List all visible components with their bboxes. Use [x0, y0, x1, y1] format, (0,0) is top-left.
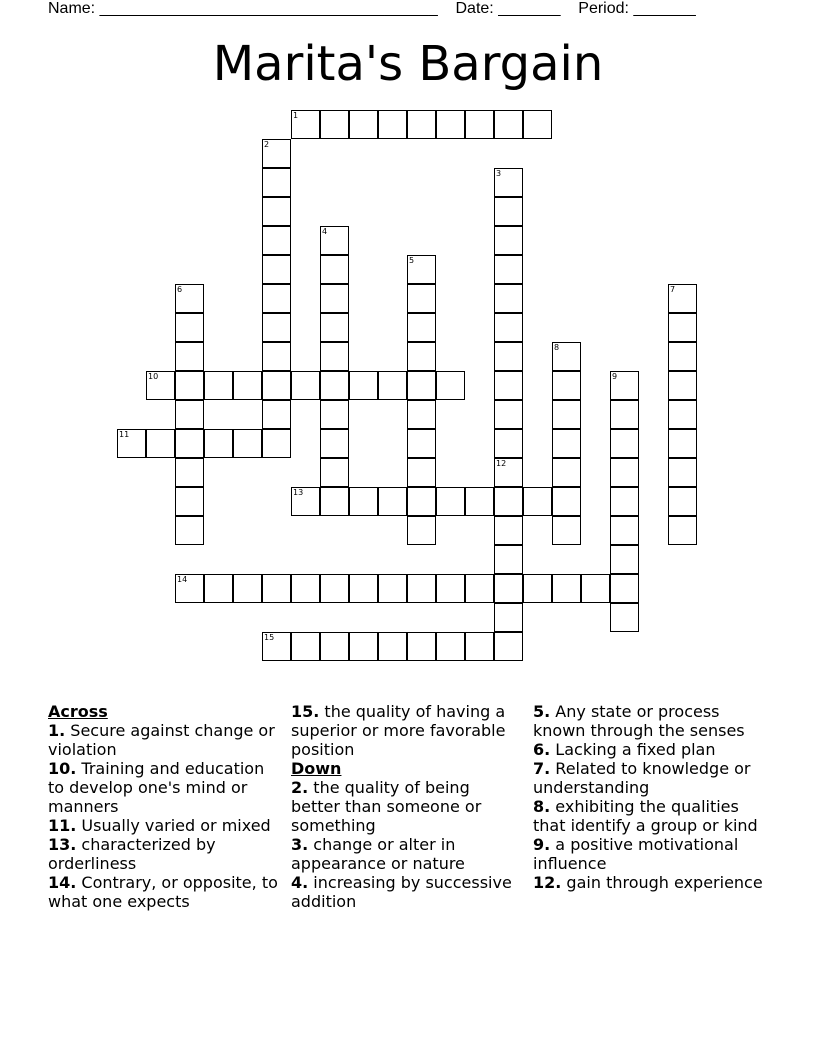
grid-cell[interactable]: [552, 400, 581, 429]
grid-cell[interactable]: [175, 574, 204, 603]
across-clue-list-continued: [291, 702, 523, 759]
clue-item-text: Related to knowledge or understanding: [533, 759, 751, 797]
clue-item-text: the quality of being better than someone or something: [291, 778, 482, 835]
clue-item-text: exhibiting the qualities that identify a group or kind: [533, 797, 758, 835]
grid-cell[interactable]: [291, 110, 320, 139]
grid-cell[interactable]: [494, 168, 523, 197]
grid-cell[interactable]: [262, 255, 291, 284]
clue-item-number: 8.: [533, 797, 551, 816]
grid-cell[interactable]: [494, 371, 523, 400]
grid-cell[interactable]: [320, 110, 349, 139]
clue-number: 15: [264, 633, 275, 642]
grid-cell[interactable]: [407, 632, 436, 661]
grid-cell[interactable]: [262, 371, 291, 400]
clue-item-number: 14.: [48, 873, 77, 892]
clue-item-number: 3.: [291, 835, 309, 854]
grid-cell[interactable]: [668, 400, 697, 429]
grid-cell[interactable]: [552, 342, 581, 371]
clue-item: [291, 835, 523, 873]
clue-item-text: gain through experience: [561, 873, 763, 892]
across-clue-list: [48, 721, 280, 911]
grid-cell[interactable]: [465, 110, 494, 139]
grid-cell[interactable]: [378, 371, 407, 400]
grid-cell[interactable]: [407, 429, 436, 458]
clue-number: 8: [554, 343, 560, 352]
clue-item-number: 11.: [48, 816, 77, 835]
clue-number: 9: [612, 372, 618, 381]
clue-item-number: 15.: [291, 702, 320, 721]
grid-cell[interactable]: [320, 255, 349, 284]
grid-cell[interactable]: [436, 110, 465, 139]
grid-cell[interactable]: [320, 226, 349, 255]
clue-number: 2: [264, 140, 270, 149]
clue-item-text: characterized by orderliness: [48, 835, 216, 873]
grid-cell[interactable]: [407, 255, 436, 284]
grid-cell[interactable]: [320, 284, 349, 313]
grid-cell[interactable]: [233, 371, 262, 400]
grid-cell[interactable]: [320, 429, 349, 458]
grid-cell[interactable]: [436, 487, 465, 516]
grid-cell[interactable]: [668, 458, 697, 487]
grid-cell[interactable]: [262, 429, 291, 458]
grid-cell[interactable]: [610, 516, 639, 545]
grid-cell[interactable]: [175, 400, 204, 429]
grid-cell[interactable]: [262, 226, 291, 255]
grid-cell[interactable]: [233, 574, 262, 603]
clue-item-number: 7.: [533, 759, 551, 778]
clue-item-text: Lacking a fixed plan: [550, 740, 716, 759]
clue-item: [533, 759, 768, 797]
clue-item-text: a positive motivational influence: [533, 835, 739, 873]
grid-cell[interactable]: [552, 516, 581, 545]
clue-number: 3: [496, 169, 502, 178]
grid-cell[interactable]: [320, 400, 349, 429]
grid-cell[interactable]: [610, 487, 639, 516]
grid-cell[interactable]: [320, 632, 349, 661]
clue-item: [48, 759, 280, 816]
name-blank[interactable]: ______________________________________: [99, 0, 438, 17]
grid-cell[interactable]: [262, 284, 291, 313]
grid-cell[interactable]: [291, 632, 320, 661]
clue-number: 12: [496, 459, 507, 468]
grid-cell[interactable]: [175, 516, 204, 545]
grid-cell[interactable]: [262, 313, 291, 342]
grid-cell[interactable]: [668, 487, 697, 516]
grid-cell[interactable]: [494, 545, 523, 574]
clue-item: [533, 740, 768, 759]
clue-item-number: 13.: [48, 835, 77, 854]
grid-cell[interactable]: [494, 458, 523, 487]
grid-cell[interactable]: [175, 284, 204, 313]
clue-item: [291, 873, 523, 911]
grid-cell[interactable]: [320, 342, 349, 371]
grid-cell[interactable]: [668, 516, 697, 545]
grid-cell[interactable]: [668, 284, 697, 313]
grid-cell[interactable]: [610, 400, 639, 429]
grid-cell[interactable]: [262, 342, 291, 371]
clue-item: [533, 835, 768, 873]
grid-cell[interactable]: [262, 574, 291, 603]
clue-number: 7: [670, 285, 676, 294]
puzzle-title: Marita's Bargain: [212, 36, 604, 92]
grid-cell[interactable]: [436, 371, 465, 400]
grid-cell[interactable]: [552, 371, 581, 400]
grid-cell[interactable]: [117, 429, 146, 458]
grid-cell[interactable]: [407, 342, 436, 371]
grid-cell[interactable]: [494, 574, 523, 603]
grid-cell[interactable]: [320, 313, 349, 342]
clue-number: 6: [177, 285, 183, 294]
grid-cell[interactable]: [523, 487, 552, 516]
grid-cell[interactable]: [494, 110, 523, 139]
grid-cell[interactable]: [610, 603, 639, 632]
clue-item-number: 6.: [533, 740, 551, 759]
grid-cell[interactable]: [233, 429, 262, 458]
grid-cell[interactable]: [465, 487, 494, 516]
grid-cell[interactable]: [494, 284, 523, 313]
grid-cell[interactable]: [610, 545, 639, 574]
clue-item-number: 5.: [533, 702, 551, 721]
grid-cell[interactable]: [378, 574, 407, 603]
clue-number: 13: [293, 488, 304, 497]
grid-cell[interactable]: [523, 110, 552, 139]
grid-cell[interactable]: [436, 574, 465, 603]
grid-cell[interactable]: [204, 574, 233, 603]
grid-cell[interactable]: [610, 429, 639, 458]
clue-item-number: 1.: [48, 721, 66, 740]
clue-number: 10: [148, 372, 159, 381]
grid-cell[interactable]: [349, 487, 378, 516]
clue-number: 11: [119, 430, 130, 439]
grid-cell[interactable]: [407, 487, 436, 516]
clue-item-number: 2.: [291, 778, 309, 797]
grid-cell[interactable]: [378, 110, 407, 139]
date-blank[interactable]: _______: [498, 0, 561, 17]
grid-cell[interactable]: [262, 632, 291, 661]
grid-cell[interactable]: [204, 371, 233, 400]
clue-item-text: increasing by successive addition: [291, 873, 512, 911]
grid-cell[interactable]: [494, 632, 523, 661]
clue-item: [533, 797, 768, 835]
grid-cell[interactable]: [552, 458, 581, 487]
clue-item: [48, 816, 280, 835]
clue-number: 5: [409, 256, 415, 265]
grid-cell[interactable]: [146, 429, 175, 458]
grid-cell[interactable]: [552, 574, 581, 603]
grid-cell[interactable]: [262, 168, 291, 197]
grid-cell[interactable]: [349, 371, 378, 400]
grid-cell[interactable]: [175, 371, 204, 400]
grid-cell[interactable]: [262, 400, 291, 429]
clue-number: 1: [293, 111, 299, 120]
name-label: Name:: [48, 0, 96, 17]
date-label: Date:: [455, 0, 494, 17]
grid-cell[interactable]: [175, 458, 204, 487]
clue-item: [48, 873, 280, 911]
grid-cell[interactable]: [291, 371, 320, 400]
grid-cell[interactable]: [407, 574, 436, 603]
clue-item: [533, 873, 768, 892]
grid-cell[interactable]: [494, 603, 523, 632]
grid-cell[interactable]: [436, 632, 465, 661]
grid-cell[interactable]: [349, 632, 378, 661]
grid-cell[interactable]: [610, 574, 639, 603]
grid-cell[interactable]: [146, 371, 175, 400]
grid-cell[interactable]: [320, 371, 349, 400]
grid-cell[interactable]: [291, 487, 320, 516]
grid-cell[interactable]: [320, 487, 349, 516]
clue-number: 4: [322, 227, 328, 236]
grid-cell[interactable]: [407, 110, 436, 139]
clue-item-text: Usually varied or mixed: [76, 816, 271, 835]
grid-cell[interactable]: [407, 400, 436, 429]
grid-cell[interactable]: [494, 342, 523, 371]
clue-item: [291, 702, 523, 759]
grid-cell[interactable]: [407, 371, 436, 400]
grid-cell[interactable]: [378, 487, 407, 516]
across-heading: Across: [48, 702, 108, 721]
grid-cell[interactable]: [668, 342, 697, 371]
grid-cell[interactable]: [378, 632, 407, 661]
clues-column-2: [291, 702, 523, 911]
grid-cell[interactable]: [204, 429, 233, 458]
down-heading: Down: [291, 759, 342, 778]
clue-item-text: Training and education to develop one's mind or manners: [48, 759, 265, 816]
clue-item-text: Contrary, or opposite, to what one expects: [48, 873, 278, 911]
grid-cell[interactable]: [494, 429, 523, 458]
grid-cell[interactable]: [465, 632, 494, 661]
grid-cell[interactable]: [494, 313, 523, 342]
clue-item-number: 10.: [48, 759, 77, 778]
grid-cell[interactable]: [320, 458, 349, 487]
down-clue-list: [291, 778, 523, 911]
grid-cell[interactable]: [610, 371, 639, 400]
clue-item-text: change or alter in appearance or nature: [291, 835, 465, 873]
clue-item: [291, 778, 523, 835]
grid-cell[interactable]: [262, 139, 291, 168]
period-label: Period:: [578, 0, 629, 17]
grid-cell[interactable]: [494, 516, 523, 545]
clue-item-text: Secure against change or violation: [48, 721, 275, 759]
grid-cell[interactable]: [668, 371, 697, 400]
grid-cell[interactable]: [407, 516, 436, 545]
grid-cell[interactable]: [610, 458, 639, 487]
grid-cell[interactable]: [175, 487, 204, 516]
grid-cell[interactable]: [494, 255, 523, 284]
grid-cell[interactable]: [407, 313, 436, 342]
grid-cell[interactable]: [581, 574, 610, 603]
grid-cell[interactable]: [320, 574, 349, 603]
grid-cell[interactable]: [668, 313, 697, 342]
grid-cell[interactable]: [175, 429, 204, 458]
clues-column-3: [533, 702, 768, 892]
grid-cell[interactable]: [175, 342, 204, 371]
grid-cell[interactable]: [494, 487, 523, 516]
clue-item: [533, 702, 768, 740]
clue-item: [48, 721, 280, 759]
grid-cell[interactable]: [494, 197, 523, 226]
grid-cell[interactable]: [552, 429, 581, 458]
down-clue-list-continued: [533, 702, 768, 892]
clue-item-text: Any state or process known through the senses: [533, 702, 745, 740]
grid-cell[interactable]: [552, 487, 581, 516]
period-blank[interactable]: _______: [633, 0, 696, 17]
clue-item-text: the quality of having a superior or more favorable position: [291, 702, 506, 759]
grid-cell[interactable]: [494, 226, 523, 255]
grid-cell[interactable]: [291, 574, 320, 603]
clue-item-number: 12.: [533, 873, 562, 892]
grid-cell[interactable]: [262, 197, 291, 226]
grid-cell[interactable]: [465, 574, 494, 603]
grid-cell[interactable]: [407, 458, 436, 487]
clue-number: 14: [177, 575, 188, 584]
grid-cell[interactable]: [494, 400, 523, 429]
grid-cell[interactable]: [407, 284, 436, 313]
grid-cell[interactable]: [349, 574, 378, 603]
clue-item-number: 9.: [533, 835, 551, 854]
clue-item-number: 4.: [291, 873, 309, 892]
clue-item: [48, 835, 280, 873]
grid-cell[interactable]: [175, 313, 204, 342]
grid-cell[interactable]: [668, 429, 697, 458]
clues-column-1: [48, 702, 280, 911]
grid-cell[interactable]: [523, 574, 552, 603]
grid-cell[interactable]: [349, 110, 378, 139]
